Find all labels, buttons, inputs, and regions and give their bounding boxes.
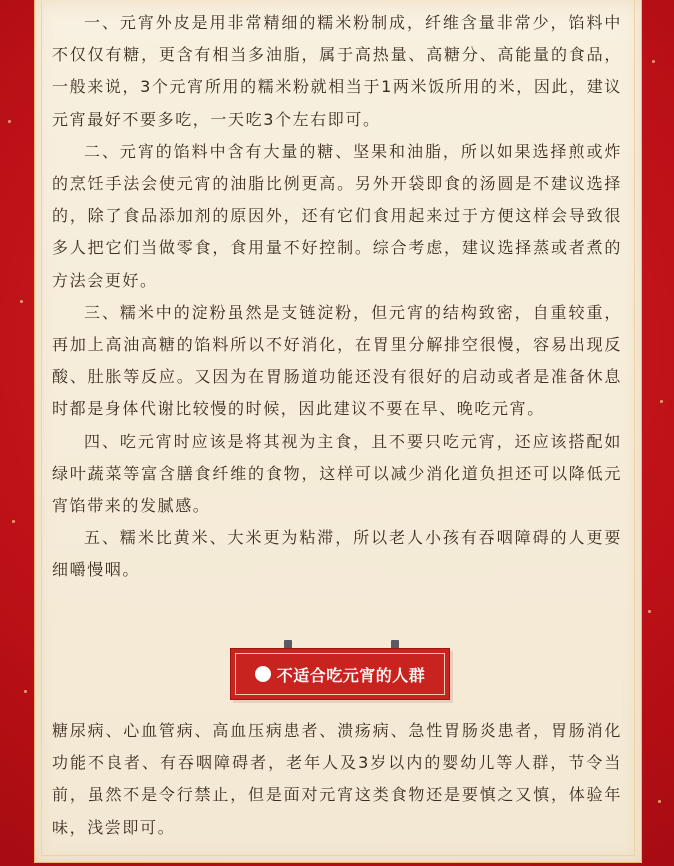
gold-sparkle-decoration xyxy=(8,120,11,123)
gold-sparkle-decoration xyxy=(20,300,23,303)
section-header-unsuitable-groups xyxy=(230,648,450,700)
paragraph-1: 一、元宵外皮是用非常精细的糯米粉制成，纤维含量非常少，馅料中不仅仅有糖，更含有相当多油脂，属于高热量、高糖分、高能量的食品，一般来说，3个元宵所用的糯米粉就相当于1两米饭所用的米，因此，建议元宵最好不要多吃，一天吃3个左右即可。 xyxy=(52,13,622,129)
gold-sparkle-decoration xyxy=(660,400,663,403)
section-title: 不适合吃元宵的人群 xyxy=(276,665,426,685)
gold-sparkle-decoration xyxy=(12,520,15,523)
gold-sparkle-decoration xyxy=(652,60,655,63)
paragraph-4: 四、吃元宵时应该是将其视为主食，且不要只吃元宵，还应该搭配如绿叶蔬菜等富含膳食纤维的食物，这样可以减少消化道负担还可以降低元宵馅带来的发腻感。 xyxy=(52,431,622,516)
paragraph-3: 三、糯米中的淀粉虽然是支链淀粉，但元宵的结构致密，自重较重，再加上高油高糖的馅料所以不好消化，在胃里分解排空很慢，容易出现反酸、肚胀等反应。又因为在胃肠道功能还没有很好的启动或者是准备休息时都是身体代谢比较慢的时候，因此建议不要在早、晚吃元宵。 xyxy=(52,302,622,419)
circle-bullet-icon xyxy=(255,666,271,682)
article-body xyxy=(52,7,622,587)
section-label-inner xyxy=(235,653,445,695)
gold-sparkle-decoration xyxy=(658,800,661,803)
paragraph-5: 五、糯米比黄米、大米更为粘滞，所以老人小孩有吞咽障碍的人更要细嚼慢咽。 xyxy=(52,528,622,580)
gold-sparkle-decoration xyxy=(24,690,27,693)
paragraph-2: 二、元宵的馅料中含有大量的糖、坚果和油脂，所以如果选择煎或炸的烹饪手法会使元宵的油脂比例更高。另外开袋即食的汤圆是不建议选择的，除了食品添加剂的原因外，还有它们食用起来过于方便这样会导致很多人把它们当做零食，食用量不好控制。综合考虑，建议选择蒸或者煮的方法会更好。 xyxy=(52,141,622,290)
gold-sparkle-decoration xyxy=(648,610,651,613)
unsuitable-groups-paragraph: 糖尿病、心血管病、高血压病患者、溃疡病、急性胃肠炎患者，胃肠消化功能不良者、有吞咽障碍者，老年人及3岁以内的婴幼儿等人群，节令当前，虽然不是令行禁止，但是面对元宵这类食物还是要慎之又慎，体验年味，浅尝即可。 xyxy=(52,721,622,837)
section-label-box xyxy=(230,648,450,700)
